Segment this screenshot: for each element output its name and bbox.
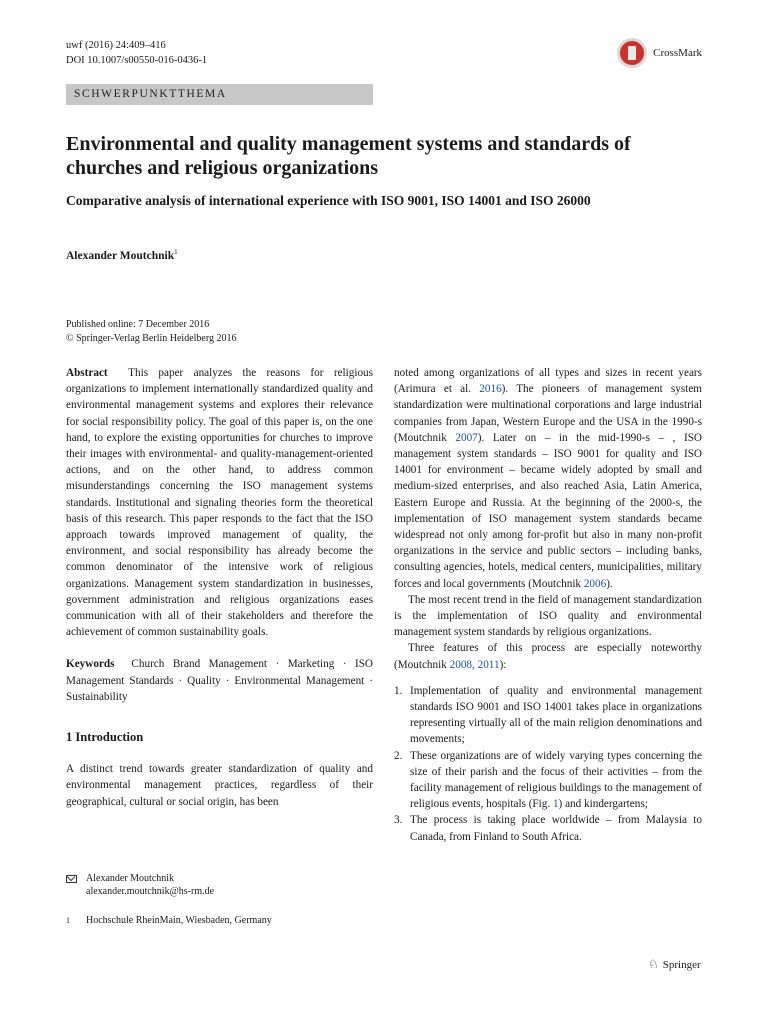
- list-item-text: Implementation of quality and environmental management standards ISO 9001 and ISO 14001 takes place in organizations representing virtually all of the main religion denominations and movements;: [410, 684, 702, 746]
- article-subtitle: Comparative analysis of international experience with ISO 9001, ISO 14001 and ISO 26000: [66, 193, 591, 208]
- doi-line[interactable]: DOI 10.1007/s00550-016-0436-1: [66, 55, 208, 66]
- published-date: Published online: 7 December 2016: [66, 319, 210, 330]
- p3-text-a: Three features of this process are especially noteworthy (Moutchnik: [394, 642, 702, 671]
- journal-line: uwf (2016) 24:409–416: [66, 40, 166, 51]
- intro-paragraph: A distinct trend towards greater standardization of quality and environmental management practices, regardless of their geographical, cultural or social origin, has been: [66, 763, 373, 808]
- features-list: [394, 683, 702, 845]
- author-name-text: Alexander Moutchnik: [66, 249, 175, 262]
- author-name[interactable]: [66, 248, 178, 262]
- list-number: 1.: [394, 684, 403, 697]
- list-item: [394, 683, 702, 748]
- correspondence-footnote: [66, 872, 373, 898]
- abstract-label: Abstract: [66, 367, 108, 379]
- right-column: [394, 365, 702, 845]
- list-item-text: ) and kindergartens;: [558, 798, 648, 811]
- right-paragraph-1: [394, 365, 702, 592]
- list-number: 3.: [394, 814, 403, 827]
- publisher-logo: [648, 957, 701, 972]
- publication-info: [66, 318, 237, 346]
- crossmark-label: CrossMark: [653, 47, 702, 59]
- article-title: Environmental and quality management systems and standards of churches and religious organizations: [66, 133, 631, 179]
- keywords-label: Keywords: [66, 658, 115, 671]
- footnote-author: Alexander Moutchnik: [86, 873, 175, 884]
- abstract-text: This paper analyzes the reasons for religious organizations to implement internationally standardized quality and environmental management systems and explores their relevance for social responsibility policy. The goal of this paper is, on the one hand, to explore the existing opportunities for churches to improve their images with environmental- and quality-management-oriented actions, and on the other hand, to address common misunderstandings concerning the ISO management systems standards. Institutional and signaling theories form the theoretical basis of this research. This paper responds to the fact that the ISO approach towards improved management of quality, the environment, and social responsibility has already become the common denominator of the intensive work of religious organizations. Management system standardization in businesses, government administration and religious organizations eases communication with all of their stakeholders and therefore the achievement of common sustainability goals.: [66, 367, 373, 639]
- p1-text-a: noted among organizations of all types and sizes in recent years (Arimura et al.: [394, 367, 702, 396]
- keywords: [66, 656, 373, 705]
- section-label: SCHWERPUNKTTHEMA: [66, 84, 373, 105]
- right-paragraph-2: The most recent trend in the field of management standardization is the implementation of ISO quality and environmental management system standards by religious organizations.: [394, 593, 702, 639]
- p1-text-d: ).: [606, 577, 613, 590]
- list-number: 2.: [394, 749, 403, 762]
- crossmark-icon: [617, 38, 647, 68]
- citation-link[interactable]: 2016: [479, 383, 502, 396]
- copyright-line: © Springer-Verlag Berlin Heidelberg 2016: [66, 333, 237, 344]
- p1-text-b: ). The pioneers of management system standardization were multinational corporations and large industrial companies from Japan, Western Europe and the USA in the 1990-s (Moutchnik: [394, 383, 702, 444]
- crossmark-badge[interactable]: [617, 38, 702, 68]
- left-column: [66, 365, 373, 810]
- citation-link[interactable]: 2006: [583, 577, 607, 590]
- author-affiliation-mark: 1: [174, 248, 178, 256]
- footnotes: [66, 872, 373, 927]
- citation-link[interactable]: 2007: [455, 431, 478, 444]
- keywords-text: Church Brand Management · Marketing · ISO Management Standards · Quality · Environmental Management · Sustainability: [66, 658, 373, 703]
- footnote-email[interactable]: alexander.moutchnik@hs-rm.de: [86, 886, 215, 897]
- list-item-text: These organizations are of widely varying types concerning the size of their parish and the focus of their activities – from the facility management of religious buildings to the management of religious events, hospitals (Fig.: [410, 749, 702, 811]
- section-heading-introduction: 1 Introduction: [66, 730, 144, 745]
- p3-text-b: ):: [499, 658, 507, 671]
- publisher-name: Springer: [662, 958, 701, 971]
- affiliation-number: 1: [66, 916, 70, 925]
- abstract: [66, 365, 373, 640]
- p1-text-c: ). Later on – in the mid-1990-s – , ISO management system standards – ISO 9001 for quality and ISO 14001 for environment – became widely adopted by small and medium-sized enterprises, and also reached Asia, Latin America, Eastern Europe and Russia. At the beginning of the 2000-s, the implementation of ISO management system standards became widespread not only among for-profit but also in many non-profit organizations in the service and public sectors – including banks, consulting agencies, hotels, medical centers, municipalities, military forces and local governments (Moutchnik: [394, 431, 703, 590]
- list-item: [394, 748, 702, 813]
- affiliation-text: Hochschule RheinMain, Wiesbaden, Germany: [86, 915, 272, 926]
- affiliation-footnote: [66, 914, 373, 927]
- list-item: [394, 812, 702, 844]
- springer-horse-icon: ♘: [648, 957, 659, 971]
- list-item-text: The process is taking place worldwide – from Malaysia to Canada, from Finland to South Africa.: [410, 814, 702, 843]
- envelope-icon: [66, 872, 78, 898]
- right-paragraph-3: [394, 640, 702, 672]
- citation-link[interactable]: 2008, 2011: [449, 658, 500, 671]
- figure-link[interactable]: 1: [552, 798, 559, 811]
